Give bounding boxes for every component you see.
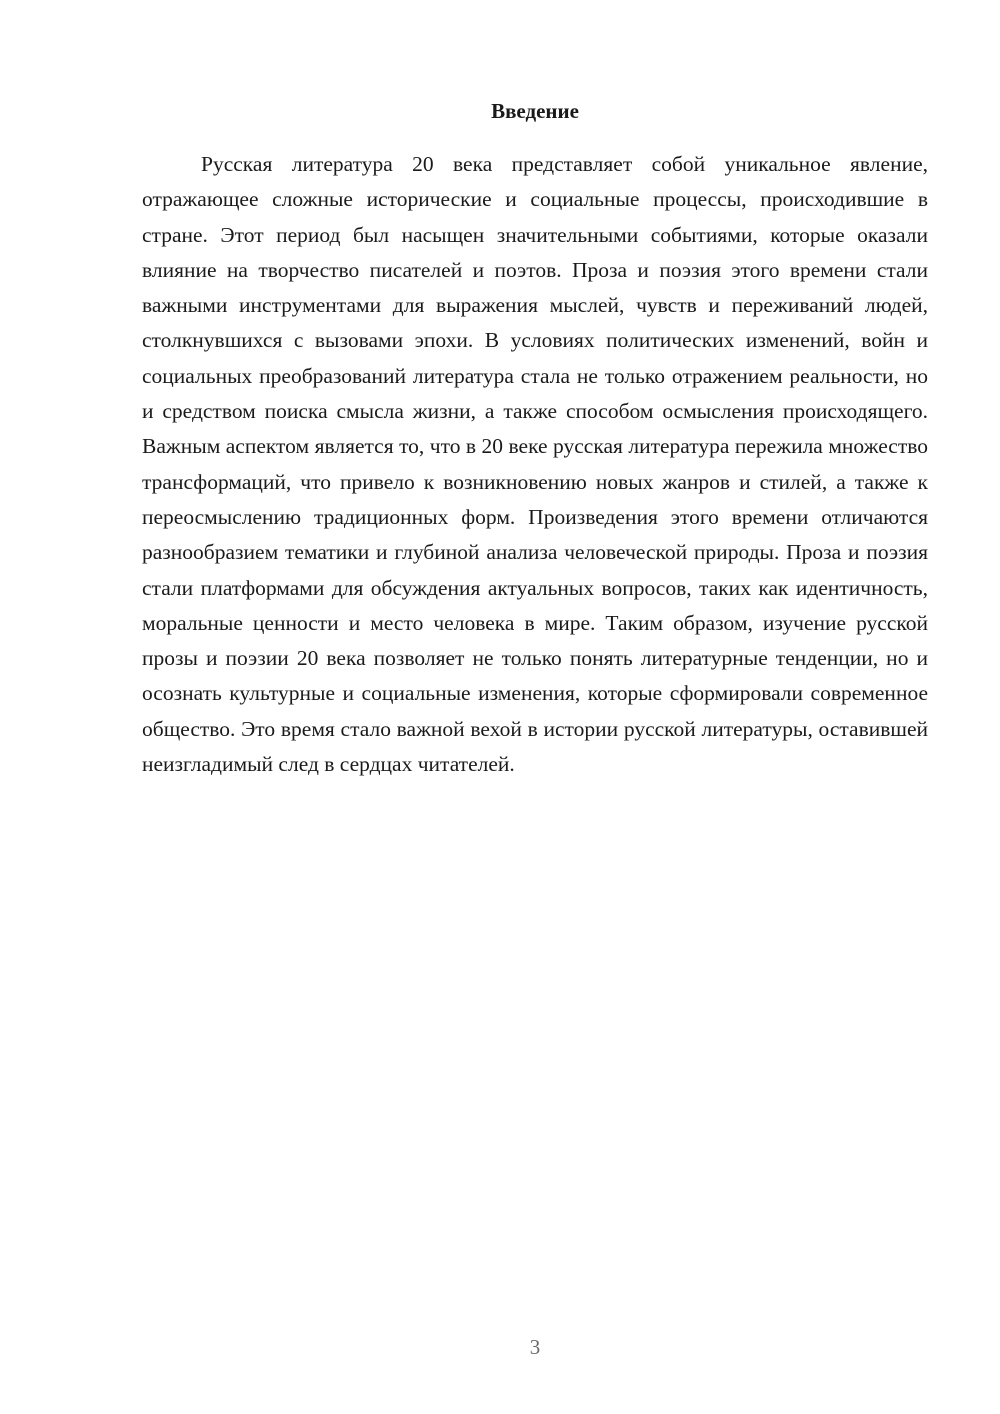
body-paragraph: Русская литература 20 века представляет собой уникальное явление, отражающее сложные исторические и социальные процессы, происходившие в стране. Этот период был насыщен значительными событиями, которые оказали влияние на творчество писателей и поэтов. Проза и поэзия этого времени стали важными инструментами для выражения мыслей, чувств и переживаний людей, столкнувшихся с вызовами эпохи. В условиях политических изменений, войн и социальных преобразований литература стала не только отражением реальности, но и средством поиска смысла жизни, а также способом осмысления происходящего. Важным аспектом является то, что в 20 веке русская литература пережила множество трансформаций, что привело к возникновению новых жанров и стилей, а также к переосмыслению традиционных форм. Произведения этого времени отличаются разнообразием тематики и глубиной анализа человеческой природы. Проза и поэзия стали платформами для обсуждения актуальных вопросов, таких как идентичность, моральные ценности и место человека в мире. Таким образом, изучение русской прозы и поэзии 20 века позволяет не только понять литературные тенденции, но и осознать культурные и социальные изменения, которые сформировали современное общество. Это время стало важной вехой в истории русской литературы, оставившей неизгладимый след в сердцах читателей.: [142, 152, 928, 777]
section-heading: Введение: [491, 99, 579, 123]
page-number: 3: [529, 1335, 541, 1359]
